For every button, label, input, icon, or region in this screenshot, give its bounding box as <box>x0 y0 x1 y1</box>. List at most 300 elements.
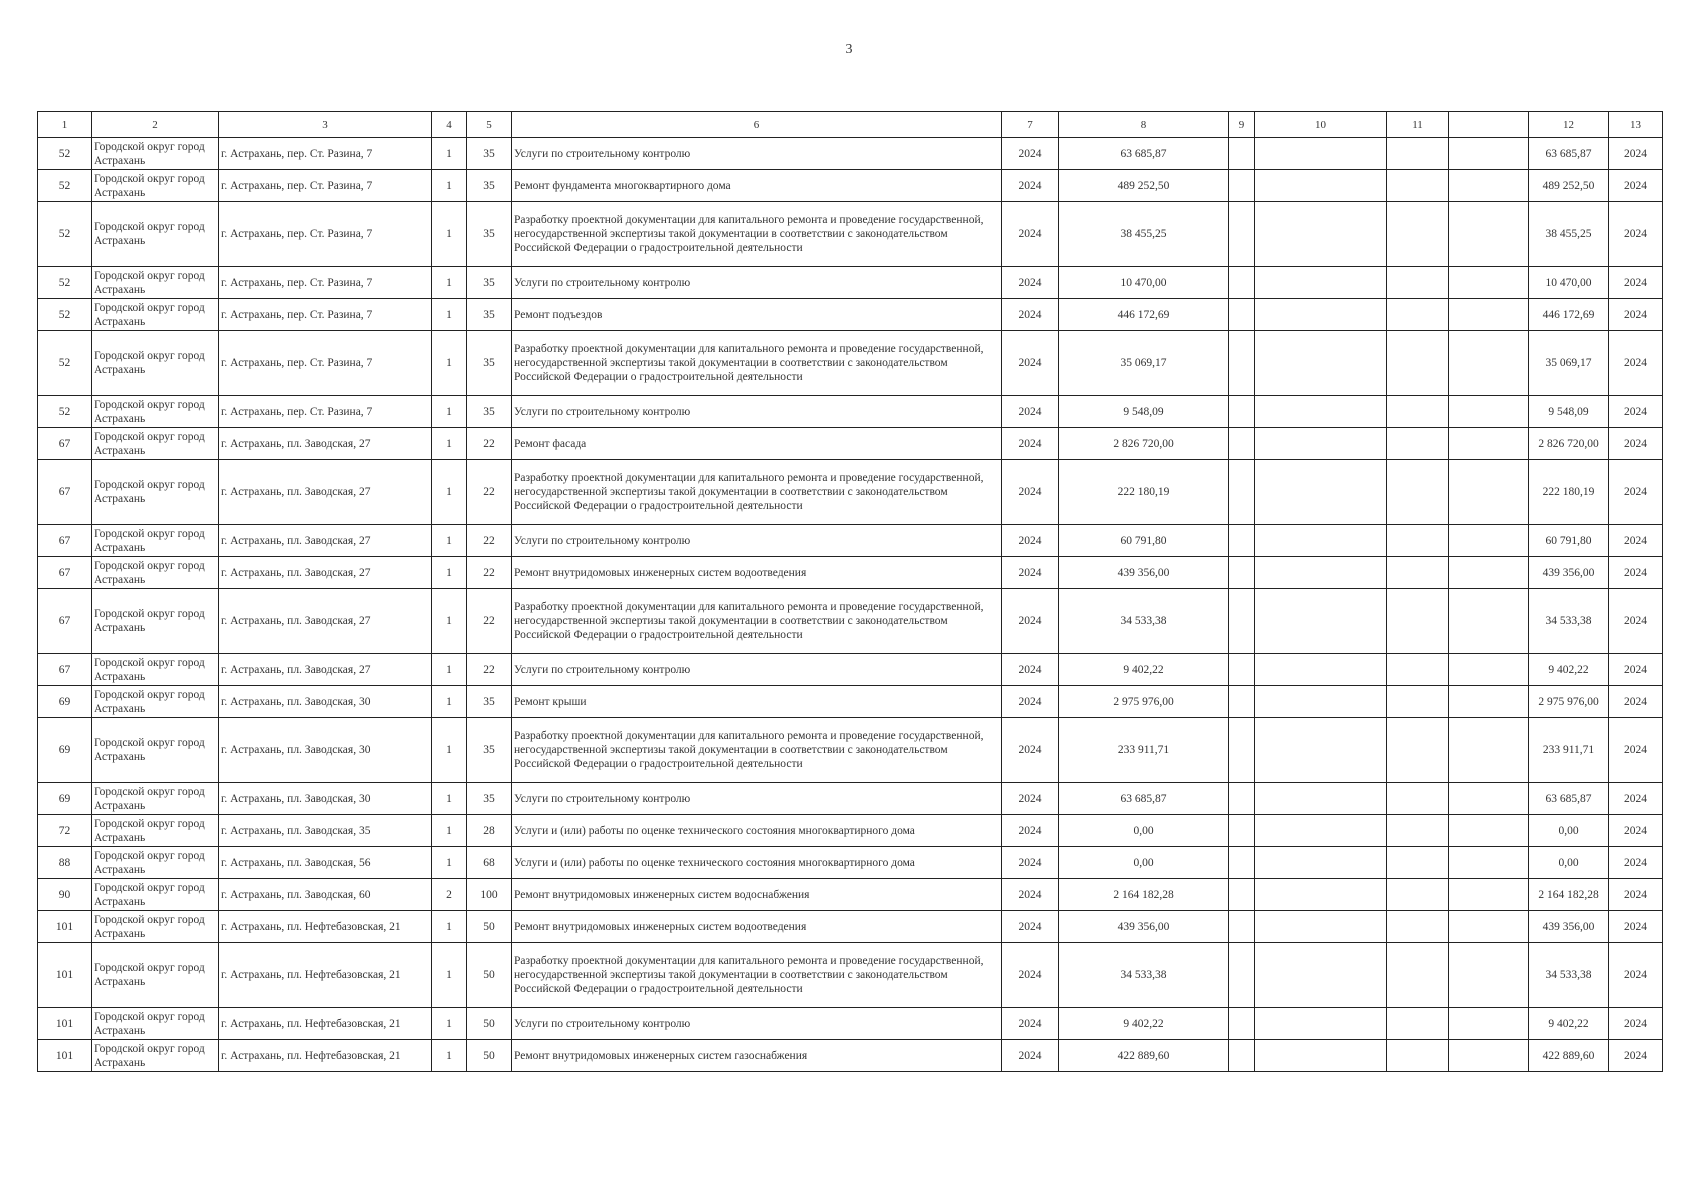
table-body <box>38 138 1663 1072</box>
header-cell: 12 <box>1529 112 1609 138</box>
floor-count-cell: 22 <box>467 460 512 525</box>
amount-total-a-cell <box>1449 879 1529 911</box>
col-11-cell <box>1387 1008 1449 1040</box>
work-type-cell: Ремонт внутридомовых инженерных систем водоотведения <box>512 911 1002 943</box>
col-11-cell <box>1387 138 1449 170</box>
amount-cell: 439 356,00 <box>1059 911 1229 943</box>
amount-total-cell: 34 533,38 <box>1529 943 1609 1008</box>
floor-count-cell: 50 <box>467 1008 512 1040</box>
table-row <box>38 686 1663 718</box>
amount-total-a-cell <box>1449 815 1529 847</box>
row-number-cell: 72 <box>38 815 92 847</box>
col-9-cell <box>1229 460 1255 525</box>
col-9-cell <box>1229 943 1255 1008</box>
work-type-cell: Услуги по строительному контролю <box>512 525 1002 557</box>
col-11-cell <box>1387 267 1449 299</box>
municipality-cell: Городской округ город Астрахань <box>92 879 219 911</box>
entrance-count-cell: 1 <box>432 202 467 267</box>
amount-total-cell: 63 685,87 <box>1529 138 1609 170</box>
amount-total-cell: 63 685,87 <box>1529 783 1609 815</box>
amount-cell: 2 826 720,00 <box>1059 428 1229 460</box>
entrance-count-cell: 1 <box>432 589 467 654</box>
municipality-cell: Городской округ город Астрахань <box>92 686 219 718</box>
floor-count-cell: 35 <box>467 299 512 331</box>
address-cell: г. Астрахань, пер. Ст. Разина, 7 <box>219 202 432 267</box>
year-cell: 2024 <box>1002 783 1059 815</box>
table-row <box>38 428 1663 460</box>
amount-total-a-cell <box>1449 267 1529 299</box>
header-cell: 7 <box>1002 112 1059 138</box>
col-11-cell <box>1387 396 1449 428</box>
amount-total-a-cell <box>1449 783 1529 815</box>
row-number-cell: 52 <box>38 331 92 396</box>
year-cell: 2024 <box>1002 879 1059 911</box>
amount-total-cell: 222 180,19 <box>1529 460 1609 525</box>
col-10-cell <box>1255 589 1387 654</box>
row-number-cell: 52 <box>38 202 92 267</box>
address-cell: г. Астрахань, пл. Заводская, 27 <box>219 654 432 686</box>
row-number-cell: 52 <box>38 299 92 331</box>
row-number-cell: 69 <box>38 783 92 815</box>
year-cell: 2024 <box>1002 331 1059 396</box>
work-type-cell: Услуги по строительному контролю <box>512 1008 1002 1040</box>
municipality-cell: Городской округ город Астрахань <box>92 943 219 1008</box>
work-type-cell: Ремонт фундамента многоквартирного дома <box>512 170 1002 202</box>
table-row <box>38 299 1663 331</box>
col-11-cell <box>1387 557 1449 589</box>
col-11-cell <box>1387 589 1449 654</box>
table-row <box>38 202 1663 267</box>
amount-cell: 446 172,69 <box>1059 299 1229 331</box>
col-11-cell <box>1387 202 1449 267</box>
year-cell: 2024 <box>1002 1008 1059 1040</box>
municipality-cell: Городской округ город Астрахань <box>92 911 219 943</box>
amount-total-a-cell <box>1449 943 1529 1008</box>
year-cell: 2024 <box>1002 847 1059 879</box>
municipality-cell: Городской округ город Астрахань <box>92 1040 219 1072</box>
row-number-cell: 52 <box>38 138 92 170</box>
header-cell: 9 <box>1229 112 1255 138</box>
row-number-cell: 67 <box>38 557 92 589</box>
col-11-cell <box>1387 879 1449 911</box>
col-9-cell <box>1229 879 1255 911</box>
address-cell: г. Астрахань, пл. Заводская, 60 <box>219 879 432 911</box>
completion-year-cell: 2024 <box>1609 202 1663 267</box>
municipality-cell: Городской округ город Астрахань <box>92 428 219 460</box>
col-10-cell <box>1255 1040 1387 1072</box>
page-number: 3 <box>845 42 853 57</box>
col-10-cell <box>1255 267 1387 299</box>
amount-cell: 35 069,17 <box>1059 331 1229 396</box>
floor-count-cell: 100 <box>467 879 512 911</box>
municipality-cell: Городской округ город Астрахань <box>92 331 219 396</box>
floor-count-cell: 35 <box>467 718 512 783</box>
floor-count-cell: 35 <box>467 686 512 718</box>
entrance-count-cell: 1 <box>432 815 467 847</box>
municipality-cell: Городской округ город Астрахань <box>92 718 219 783</box>
col-9-cell <box>1229 589 1255 654</box>
amount-total-a-cell <box>1449 460 1529 525</box>
municipality-cell: Городской округ город Астрахань <box>92 396 219 428</box>
header-cell: 3 <box>219 112 432 138</box>
floor-count-cell: 22 <box>467 654 512 686</box>
amount-total-cell: 2 826 720,00 <box>1529 428 1609 460</box>
floor-count-cell: 22 <box>467 428 512 460</box>
entrance-count-cell: 1 <box>432 557 467 589</box>
address-cell: г. Астрахань, пер. Ст. Разина, 7 <box>219 138 432 170</box>
municipality-cell: Городской округ город Астрахань <box>92 525 219 557</box>
col-11-cell <box>1387 331 1449 396</box>
col-10-cell <box>1255 557 1387 589</box>
floor-count-cell: 35 <box>467 783 512 815</box>
amount-total-a-cell <box>1449 1040 1529 1072</box>
header-cell: 4 <box>432 112 467 138</box>
row-number-cell: 101 <box>38 911 92 943</box>
row-number-cell: 67 <box>38 589 92 654</box>
col-9-cell <box>1229 267 1255 299</box>
amount-cell: 34 533,38 <box>1059 589 1229 654</box>
work-type-cell: Ремонт фасада <box>512 428 1002 460</box>
amount-total-a-cell <box>1449 525 1529 557</box>
entrance-count-cell: 1 <box>432 783 467 815</box>
amount-cell: 2 975 976,00 <box>1059 686 1229 718</box>
amount-total-a-cell <box>1449 686 1529 718</box>
address-cell: г. Астрахань, пер. Ст. Разина, 7 <box>219 396 432 428</box>
amount-cell: 0,00 <box>1059 847 1229 879</box>
row-number-cell: 67 <box>38 525 92 557</box>
col-9-cell <box>1229 299 1255 331</box>
table-row <box>38 396 1663 428</box>
address-cell: г. Астрахань, пл. Нефтебазовская, 21 <box>219 911 432 943</box>
floor-count-cell: 35 <box>467 202 512 267</box>
address-cell: г. Астрахань, пл. Заводская, 56 <box>219 847 432 879</box>
amount-total-cell: 9 402,22 <box>1529 1008 1609 1040</box>
address-cell: г. Астрахань, пл. Заводская, 27 <box>219 428 432 460</box>
work-type-cell: Разработку проектной документации для капитального ремонта и проведение государственной, негосударственной экспертизы такой документации в соответствии с законодательством Российской Федерации о градостроительной деятельности <box>512 460 1002 525</box>
address-cell: г. Астрахань, пер. Ст. Разина, 7 <box>219 267 432 299</box>
amount-total-cell: 446 172,69 <box>1529 299 1609 331</box>
year-cell: 2024 <box>1002 911 1059 943</box>
floor-count-cell: 22 <box>467 589 512 654</box>
col-9-cell <box>1229 525 1255 557</box>
row-number-cell: 101 <box>38 1008 92 1040</box>
year-cell: 2024 <box>1002 525 1059 557</box>
amount-total-cell: 9 402,22 <box>1529 654 1609 686</box>
header-cell: 5 <box>467 112 512 138</box>
col-11-cell <box>1387 911 1449 943</box>
work-type-cell: Разработку проектной документации для капитального ремонта и проведение государственной, негосударственной экспертизы такой документации в соответствии с законодательством Российской Федерации о градостроительной деятельности <box>512 943 1002 1008</box>
municipality-cell: Городской округ город Астрахань <box>92 589 219 654</box>
entrance-count-cell: 1 <box>432 138 467 170</box>
col-11-cell <box>1387 525 1449 557</box>
work-type-cell: Услуги по строительному контролю <box>512 138 1002 170</box>
col-10-cell <box>1255 428 1387 460</box>
amount-total-a-cell <box>1449 1008 1529 1040</box>
address-cell: г. Астрахань, пл. Заводская, 27 <box>219 589 432 654</box>
entrance-count-cell: 1 <box>432 170 467 202</box>
floor-count-cell: 50 <box>467 911 512 943</box>
table-row <box>38 654 1663 686</box>
amount-total-cell: 35 069,17 <box>1529 331 1609 396</box>
amount-total-cell: 38 455,25 <box>1529 202 1609 267</box>
col-9-cell <box>1229 202 1255 267</box>
col-11-cell <box>1387 815 1449 847</box>
col-11-cell <box>1387 299 1449 331</box>
completion-year-cell: 2024 <box>1609 331 1663 396</box>
completion-year-cell: 2024 <box>1609 589 1663 654</box>
amount-cell: 60 791,80 <box>1059 525 1229 557</box>
col-11-cell <box>1387 686 1449 718</box>
table-row <box>38 911 1663 943</box>
header-cell: 8 <box>1059 112 1229 138</box>
municipality-cell: Городской округ город Астрахань <box>92 460 219 525</box>
address-cell: г. Астрахань, пер. Ст. Разина, 7 <box>219 331 432 396</box>
table-row <box>38 879 1663 911</box>
table-row <box>38 589 1663 654</box>
year-cell: 2024 <box>1002 686 1059 718</box>
col-10-cell <box>1255 202 1387 267</box>
municipality-cell: Городской округ город Астрахань <box>92 815 219 847</box>
amount-total-a-cell <box>1449 299 1529 331</box>
address-cell: г. Астрахань, пл. Заводская, 35 <box>219 815 432 847</box>
col-10-cell <box>1255 718 1387 783</box>
entrance-count-cell: 1 <box>432 428 467 460</box>
col-10-cell <box>1255 138 1387 170</box>
completion-year-cell: 2024 <box>1609 138 1663 170</box>
year-cell: 2024 <box>1002 815 1059 847</box>
municipality-cell: Городской округ город Астрахань <box>92 783 219 815</box>
amount-cell: 38 455,25 <box>1059 202 1229 267</box>
col-10-cell <box>1255 396 1387 428</box>
municipality-cell: Городской округ город Астрахань <box>92 654 219 686</box>
address-cell: г. Астрахань, пл. Нефтебазовская, 21 <box>219 943 432 1008</box>
amount-total-cell: 2 975 976,00 <box>1529 686 1609 718</box>
floor-count-cell: 35 <box>467 267 512 299</box>
table-row <box>38 525 1663 557</box>
row-number-cell: 67 <box>38 460 92 525</box>
amount-total-a-cell <box>1449 589 1529 654</box>
amount-total-cell: 9 548,09 <box>1529 396 1609 428</box>
address-cell: г. Астрахань, пер. Ст. Разина, 7 <box>219 170 432 202</box>
amount-total-a-cell <box>1449 331 1529 396</box>
table-row <box>38 331 1663 396</box>
floor-count-cell: 22 <box>467 557 512 589</box>
col-11-cell <box>1387 1040 1449 1072</box>
table-row <box>38 847 1663 879</box>
col-10-cell <box>1255 879 1387 911</box>
work-type-cell: Разработку проектной документации для капитального ремонта и проведение государственной, негосударственной экспертизы такой документации в соответствии с законодательством Российской Федерации о градостроительной деятельности <box>512 202 1002 267</box>
col-9-cell <box>1229 138 1255 170</box>
municipality-cell: Городской округ город Астрахань <box>92 299 219 331</box>
amount-total-a-cell <box>1449 202 1529 267</box>
work-type-cell: Ремонт крыши <box>512 686 1002 718</box>
address-cell: г. Астрахань, пл. Нефтебазовская, 21 <box>219 1040 432 1072</box>
table-row <box>38 170 1663 202</box>
row-number-cell: 52 <box>38 267 92 299</box>
col-11-cell <box>1387 847 1449 879</box>
amount-cell: 489 252,50 <box>1059 170 1229 202</box>
entrance-count-cell: 2 <box>432 879 467 911</box>
completion-year-cell: 2024 <box>1609 170 1663 202</box>
amount-total-a-cell <box>1449 428 1529 460</box>
work-type-cell: Разработку проектной документации для капитального ремонта и проведение государственной, негосударственной экспертизы такой документации в соответствии с законодательством Российской Федерации о градостроительной деятельности <box>512 718 1002 783</box>
address-cell: г. Астрахань, пл. Заводская, 27 <box>219 460 432 525</box>
col-10-cell <box>1255 686 1387 718</box>
year-cell: 2024 <box>1002 460 1059 525</box>
floor-count-cell: 22 <box>467 525 512 557</box>
completion-year-cell: 2024 <box>1609 943 1663 1008</box>
completion-year-cell: 2024 <box>1609 686 1663 718</box>
entrance-count-cell: 1 <box>432 1040 467 1072</box>
year-cell: 2024 <box>1002 718 1059 783</box>
amount-total-a-cell <box>1449 170 1529 202</box>
col-9-cell <box>1229 686 1255 718</box>
amount-total-cell: 34 533,38 <box>1529 589 1609 654</box>
completion-year-cell: 2024 <box>1609 267 1663 299</box>
amount-total-a-cell <box>1449 138 1529 170</box>
year-cell: 2024 <box>1002 202 1059 267</box>
amount-cell: 9 402,22 <box>1059 654 1229 686</box>
col-9-cell <box>1229 911 1255 943</box>
completion-year-cell: 2024 <box>1609 428 1663 460</box>
work-type-cell: Ремонт внутридомовых инженерных систем газоснабжения <box>512 1040 1002 1072</box>
municipality-cell: Городской округ город Астрахань <box>92 138 219 170</box>
work-type-cell: Ремонт внутридомовых инженерных систем водоотведения <box>512 557 1002 589</box>
floor-count-cell: 68 <box>467 847 512 879</box>
amount-total-cell: 233 911,71 <box>1529 718 1609 783</box>
completion-year-cell: 2024 <box>1609 1040 1663 1072</box>
year-cell: 2024 <box>1002 396 1059 428</box>
row-number-cell: 67 <box>38 654 92 686</box>
completion-year-cell: 2024 <box>1609 911 1663 943</box>
floor-count-cell: 28 <box>467 815 512 847</box>
col-10-cell <box>1255 299 1387 331</box>
col-10-cell <box>1255 460 1387 525</box>
header-cell: 6 <box>512 112 1002 138</box>
address-cell: г. Астрахань, пл. Заводская, 30 <box>219 718 432 783</box>
header-row <box>38 112 1663 138</box>
amount-cell: 2 164 182,28 <box>1059 879 1229 911</box>
col-10-cell <box>1255 331 1387 396</box>
table-row <box>38 815 1663 847</box>
entrance-count-cell: 1 <box>432 718 467 783</box>
col-9-cell <box>1229 1008 1255 1040</box>
completion-year-cell: 2024 <box>1609 783 1663 815</box>
completion-year-cell: 2024 <box>1609 299 1663 331</box>
col-10-cell <box>1255 911 1387 943</box>
amount-total-cell: 0,00 <box>1529 815 1609 847</box>
amount-cell: 439 356,00 <box>1059 557 1229 589</box>
amount-cell: 222 180,19 <box>1059 460 1229 525</box>
col-10-cell <box>1255 654 1387 686</box>
col-10-cell <box>1255 847 1387 879</box>
work-type-cell: Услуги по строительному контролю <box>512 783 1002 815</box>
col-10-cell <box>1255 943 1387 1008</box>
completion-year-cell: 2024 <box>1609 654 1663 686</box>
entrance-count-cell: 1 <box>432 396 467 428</box>
row-number-cell: 90 <box>38 879 92 911</box>
amount-total-a-cell <box>1449 847 1529 879</box>
municipality-cell: Городской округ город Астрахань <box>92 847 219 879</box>
work-type-cell: Услуги по строительному контролю <box>512 396 1002 428</box>
entrance-count-cell: 1 <box>432 847 467 879</box>
amount-total-a-cell <box>1449 654 1529 686</box>
capital-repair-table <box>37 111 1663 1072</box>
year-cell: 2024 <box>1002 943 1059 1008</box>
row-number-cell: 52 <box>38 396 92 428</box>
work-type-cell: Ремонт подъездов <box>512 299 1002 331</box>
table-row <box>38 1040 1663 1072</box>
floor-count-cell: 35 <box>467 138 512 170</box>
col-9-cell <box>1229 170 1255 202</box>
year-cell: 2024 <box>1002 138 1059 170</box>
completion-year-cell: 2024 <box>1609 557 1663 589</box>
row-number-cell: 101 <box>38 943 92 1008</box>
col-9-cell <box>1229 557 1255 589</box>
col-10-cell <box>1255 525 1387 557</box>
amount-total-a-cell <box>1449 718 1529 783</box>
col-9-cell <box>1229 1040 1255 1072</box>
floor-count-cell: 35 <box>467 331 512 396</box>
amount-total-cell: 2 164 182,28 <box>1529 879 1609 911</box>
table-row <box>38 943 1663 1008</box>
table-row <box>38 718 1663 783</box>
table-row <box>38 557 1663 589</box>
row-number-cell: 52 <box>38 170 92 202</box>
col-11-cell <box>1387 943 1449 1008</box>
year-cell: 2024 <box>1002 1040 1059 1072</box>
municipality-cell: Городской округ город Астрахань <box>92 170 219 202</box>
year-cell: 2024 <box>1002 170 1059 202</box>
completion-year-cell: 2024 <box>1609 879 1663 911</box>
amount-total-a-cell <box>1449 396 1529 428</box>
col-9-cell <box>1229 783 1255 815</box>
amount-total-cell: 439 356,00 <box>1529 911 1609 943</box>
header-cell: 2 <box>92 112 219 138</box>
completion-year-cell: 2024 <box>1609 718 1663 783</box>
amount-total-a-cell <box>1449 557 1529 589</box>
floor-count-cell: 50 <box>467 1040 512 1072</box>
col-11-cell <box>1387 718 1449 783</box>
municipality-cell: Городской округ город Астрахань <box>92 557 219 589</box>
amount-cell: 9 548,09 <box>1059 396 1229 428</box>
entrance-count-cell: 1 <box>432 943 467 1008</box>
header-cell: 1 <box>38 112 92 138</box>
work-type-cell: Разработку проектной документации для капитального ремонта и проведение государственной, негосударственной экспертизы такой документации в соответствии с законодательством Российской Федерации о градостроительной деятельности <box>512 331 1002 396</box>
completion-year-cell: 2024 <box>1609 815 1663 847</box>
amount-cell: 10 470,00 <box>1059 267 1229 299</box>
address-cell: г. Астрахань, пл. Заводская, 30 <box>219 686 432 718</box>
entrance-count-cell: 1 <box>432 331 467 396</box>
amount-total-cell: 60 791,80 <box>1529 525 1609 557</box>
year-cell: 2024 <box>1002 589 1059 654</box>
col-9-cell <box>1229 847 1255 879</box>
completion-year-cell: 2024 <box>1609 460 1663 525</box>
year-cell: 2024 <box>1002 654 1059 686</box>
year-cell: 2024 <box>1002 267 1059 299</box>
work-type-cell: Услуги по строительному контролю <box>512 267 1002 299</box>
completion-year-cell: 2024 <box>1609 847 1663 879</box>
floor-count-cell: 50 <box>467 943 512 1008</box>
amount-total-cell: 10 470,00 <box>1529 267 1609 299</box>
table-row <box>38 138 1663 170</box>
amount-total-a-cell <box>1449 911 1529 943</box>
year-cell: 2024 <box>1002 299 1059 331</box>
amount-cell: 63 685,87 <box>1059 783 1229 815</box>
work-type-cell: Разработку проектной документации для капитального ремонта и проведение государственной, негосударственной экспертизы такой документации в соответствии с законодательством Российской Федерации о градостроительной деятельности <box>512 589 1002 654</box>
amount-cell: 34 533,38 <box>1059 943 1229 1008</box>
amount-total-cell: 489 252,50 <box>1529 170 1609 202</box>
